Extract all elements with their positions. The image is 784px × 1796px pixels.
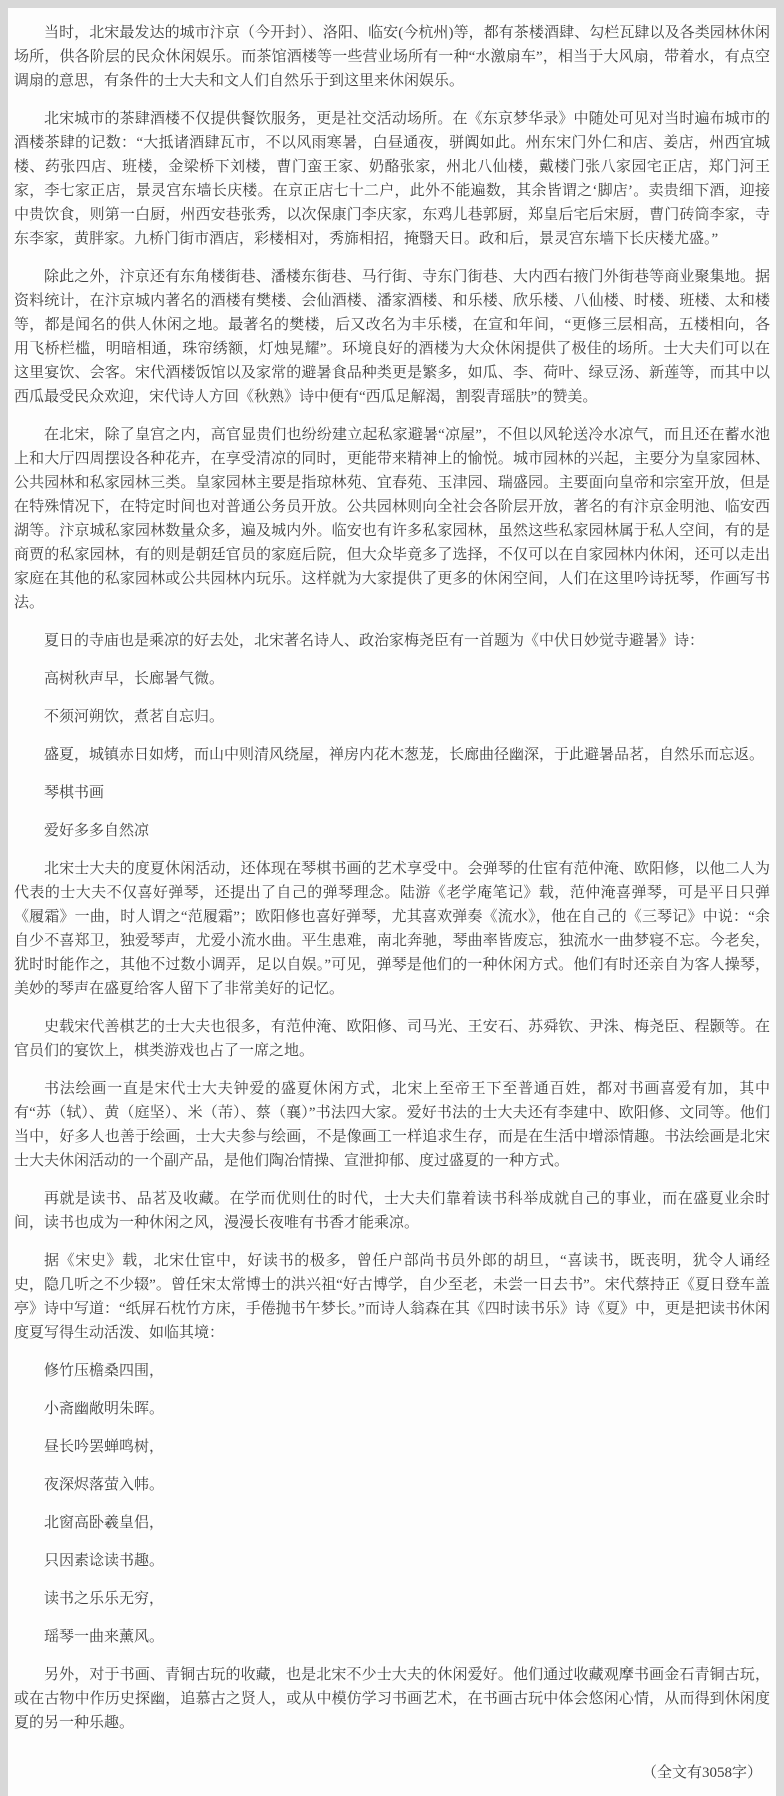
paragraph: 北宋士大夫的度夏休闲活动，还体现在琴棋书画的艺术享受中。会弹琴的仕宦有范仲淹、欧阳修，以他二人为代表的士大夫不仅喜好弹琴，还提出了自己的弹琴理念。陆游《老学庵笔记》载，范仲淹喜弹琴，可是平日只弹《履霜》一曲，时人谓之“范履霜”；欧阳修也喜好弹琴，尤其喜欢弹奏《流水》，他在自己的《三琴记》中说：“余自少不喜郑卫，独爱琴声，尤爱小流水曲。平生患难，南北奔驰，琴曲率皆废忘，独流水一曲梦寝不忘。今老矣，犹时时能作之，其他不过数小调弄，足以自娱。”可见，弹琴是他们的一种休闲方式。他们有时还亲自为客人操琴，美妙的琴声在盛夏给客人留下了非常美好的记忆。: [14, 861, 770, 997]
paragraph: 夏日的寺庙也是乘凉的好去处，北宋著名诗人、政治家梅尧臣有一首题为《中伏日妙觉寺避暑》诗：: [44, 633, 705, 649]
poem-line: 昼长吟罢蝉鸣树，: [44, 1439, 165, 1455]
poem-line: 小斋幽敞明朱晖。: [44, 1401, 165, 1417]
paragraph: 除此之外，汴京还有东角楼街巷、潘楼东街巷、马行街、寺东门街巷、大内西右掖门外街巷等商业聚集地。据资料统计，在汴京城内著名的酒楼有樊楼、会仙酒楼、潘家酒楼、和乐楼、欣乐楼、八仙楼、时楼、班楼、太和楼等，都是闻名的供人休闲之地。最著名的樊楼，后又改名为丰乐楼，在宣和年间，“更修三层相高，五楼相向，各用飞桥栏槛，明暗相通，珠帘绣额，灯烛晃耀”。环境良好的酒楼为大众休闲提供了极佳的场所。士大夫们可以在这里宴饮、会客。宋代酒楼饭馆以及家常的避暑食品种类更是繁多，如瓜、李、荷叶、绿豆汤、新莲等，而其中以西瓜最受民众欢迎，宋代诗人方回《秋熟》诗中便有“西瓜足解渴，割裂青瑶肤”的赞美。: [14, 269, 770, 405]
paragraph: 北宋城市的茶肆酒楼不仅提供餐饮服务，更是社交活动场所。在《东京梦华录》中随处可见对当时遍布城市的酒楼茶肆的记数：“大抵诸酒肆瓦市，不以风雨寒暑，白昼通夜，骈阗如此。州东宋门外仁和店、姜店，州西宜城楼、药张四店、班楼，金梁桥下刘楼，曹门蛮王家、奶酪张家，州北八仙楼，戴楼门张八家园宅正店，郑门河王家，李七家正店，景灵宫东墙长庆楼。在京正店七十二户，此外不能遍数，其余皆谓之‘脚店’。卖贵细下酒，迎接中贵饮食，则第一白厨，州西安巷张秀，以次保康门李庆家，东鸡儿巷郭厨，郑皇后宅后宋厨，曹门砖筒李家，寺东李家，黄胖家。九桥门街市酒店，彩楼相对，秀旆相招，掩翳天日。政和后，景灵宫东墙下长庆楼尤盛。”: [14, 111, 770, 247]
paragraph: 据《宋史》载，北宋仕宦中，好读书的极多，曾任户部尚书员外郎的胡旦，“喜读书，既丧明，犹令人诵经史，隐几听之不少辍”。曾任宋太常博士的洪兴祖“好古博学，自少至老，未尝一日去书”。宋代蔡持正《夏日登车盖亭》诗中写道：“纸屏石枕竹方床，手倦抛书午梦长。”而诗人翁森在其《四时读书乐》诗《夏》中，更是把读书休闲度夏写得生动活泼、如临其境：: [14, 1253, 770, 1341]
paragraph: 另外，对于书画、青铜古玩的收藏，也是北宋不少士大夫的休闲爱好。他们通过收藏观摩书画金石青铜古玩，或在古物中作历史探幽，追慕古之贤人，或从中模仿学习书画艺术，在书画古玩中体会悠闲心情，从而得到休闲度夏的另一种乐趣。: [14, 1667, 770, 1731]
section-subtitle: 爱好多多自然凉: [44, 823, 150, 839]
paragraph: 盛夏，城镇赤日如烤，而山中则清风绕屋，禅房内花木葱茏，长廊曲径幽深，于此避暑品茗，自然乐而忘返。: [44, 747, 765, 763]
paragraph: 再就是读书、品茗及收藏。在学而优则仕的时代，士大夫们靠着读书科举成就自己的事业，而在盛夏业余时间，读书也成为一种休闲之风，漫漫长夜唯有书香才能乘凉。: [14, 1191, 770, 1231]
paragraph: 书法绘画一直是宋代士大夫钟爱的盛夏休闲方式，北宋上至帝王下至普通百姓，都对书画喜爱有加，其中有“苏（轼）、黄（庭坚）、米（芾）、蔡（襄）”书法四大家。爱好书法的士大夫还有李建中、欧阳修、文同等。他们当中，好多人也善于绘画，士大夫参与绘画，不是像画工一样追求生存，而是在生活中增添情趣。书法绘画是北宋士大夫休闲活动的一个副产品，是他们陶冶情操、宣泄抑郁、度过盛夏的一种方式。: [14, 1081, 770, 1169]
word-count-note: （全文有3058字）: [641, 1765, 762, 1781]
section-title: 琴棋书画: [44, 785, 105, 801]
poem-line: 夜深烬落萤入帏。: [44, 1477, 165, 1493]
paragraph: 当时，北宋最发达的城市汴京（今开封）、洛阳、临安(今杭州)等，都有茶楼酒肆、勾栏瓦肆以及各类园林休闲场所，供各阶层的民众休闲娱乐。而茶馆酒楼等一些营业场所有一种“水激扇车”，相当于大风扇，带着水，有点空调扇的意思，有条件的士大夫和文人们自然乐于到这里来休闲娱乐。: [14, 25, 770, 89]
poem-line: 只因素谂读书趣。: [44, 1553, 165, 1569]
poem-line: 瑶琴一曲来薰风。: [44, 1629, 165, 1645]
article-body: [8, 8, 776, 1796]
paragraph: 史载宋代善棋艺的士大夫也很多，有范仲淹、欧阳修、司马光、王安石、苏舜钦、尹洙、梅尧臣、程颢等。在官员们的宴饮上，棋类游戏也占了一席之地。: [14, 1019, 770, 1059]
poem-line: 北窗高卧羲皇侣，: [44, 1515, 165, 1531]
poem-line: 读书之乐乐无穷，: [44, 1591, 165, 1607]
poem-line: 高树秋声早，长廊暑气微。: [44, 671, 225, 687]
poem-line: 修竹压檐桑四围，: [44, 1363, 165, 1379]
poem-line: 不须河朔饮，煮茗自忘归。: [44, 709, 225, 725]
paragraph: 在北宋，除了皇宫之内，高官显贵们也纷纷建立起私家避暑“凉屋”，不但以风轮送冷水凉气，而且还在蓄水池上和大厅四周摆设各种花卉，在享受清凉的同时，更能带来精神上的愉悦。城市园林的兴起，主要分为皇家园林、公共园林和私家园林三类。皇家园林主要是指琼林苑、宜春苑、玉津园、瑞盛园。主要面向皇帝和宗室开放，但是在特殊情况下，在特定时间也对普通公务员开放。公共园林则向全社会各阶层开放，著名的有汴京金明池、临安西湖等。汴京城私家园林数量众多，遍及城内外。临安也有许多私家园林，虽然这些私家园林属于私人空间，有的是商贾的私家园林，有的则是朝廷官员的家庭后院，但大众毕竟多了选择，不仅可以在自家园林内休闲，还可以走出家庭在其他的私家园林或公共园林内玩乐。这样就为大家提供了更多的休闲空间，人们在这里吟诗抚琴，作画写书法。: [14, 427, 770, 611]
